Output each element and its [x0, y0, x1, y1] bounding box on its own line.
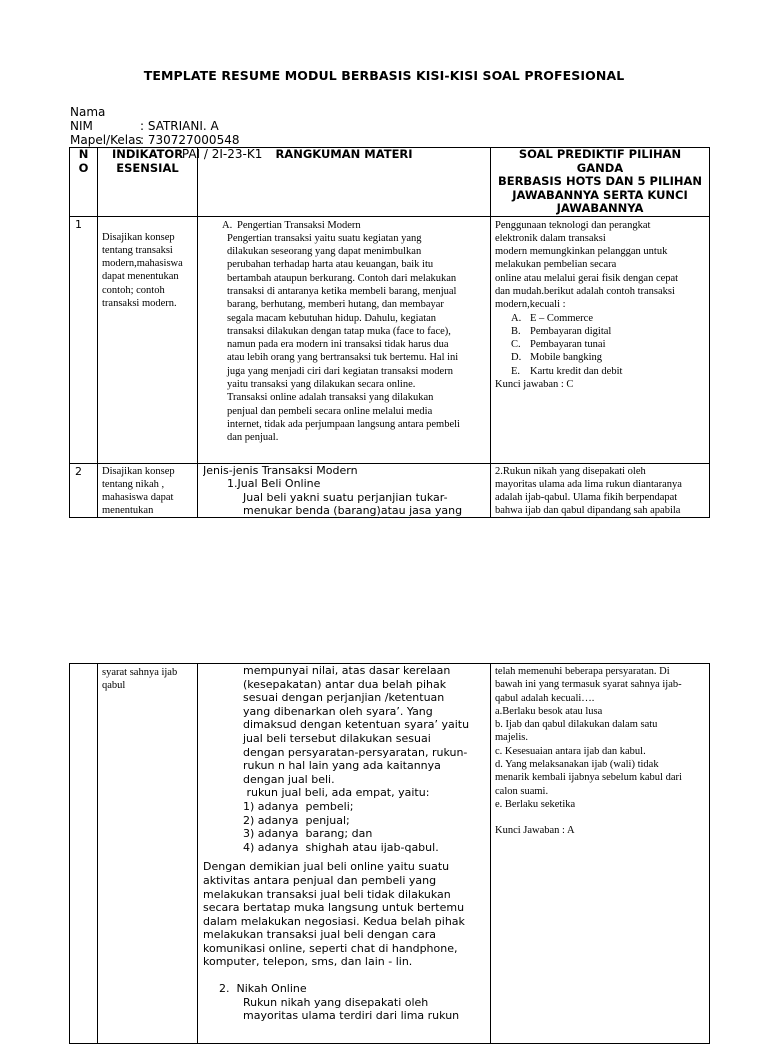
rangkuman-paragraph — [203, 854, 490, 969]
option-text: Mobile bangking — [530, 352, 603, 364]
header-text: JAWABANNYA — [556, 201, 644, 215]
text-line: rukun jual beli, ada empat, yaitu: — [243, 786, 430, 800]
text-line: mempunyai nilai, atas dasar kerelaan — [243, 664, 451, 677]
text-line: 4) adanya shighah atau ijab-qabul. — [243, 840, 439, 854]
text-line: Pengertian transaksi yaitu suatu kegiatan yang — [227, 232, 422, 244]
text-line: melakukan pembelian secara — [495, 259, 617, 271]
text-line: Jual beli yakni suatu perjanjian tukar- — [243, 490, 448, 504]
text-line: dan penjual. — [227, 432, 279, 444]
text-line: Dengan demikian jual beli online yaitu suatu — [203, 860, 450, 874]
text-line: rukun n hal lain yang ada kaitannya — [243, 759, 441, 773]
text-line: mayoritas ulama terdiri dari lima rukun — [243, 1009, 460, 1023]
text-line: Penggunaan teknologi dan perangkat — [495, 219, 651, 231]
row-number — [70, 216, 98, 463]
text-line: modern memungkinkan pelanggan untuk — [495, 246, 668, 258]
rangkuman-heading — [198, 219, 490, 232]
text-line: e. Berlaku seketika — [495, 798, 576, 810]
answer-key: Kunci jawaban : C — [495, 379, 574, 391]
option-marker: E. — [511, 365, 521, 377]
text-line: mayoritas ulama ada lima rukun diantaranya — [495, 478, 682, 490]
text-line: dengan jual beli. — [243, 772, 335, 786]
indikator-line: menentukan — [102, 505, 154, 517]
option-text: E – Commerce — [530, 312, 593, 324]
rangkuman-heading-text: Pengertian Transaksi Modern — [237, 219, 361, 231]
option-marker: B. — [511, 325, 521, 337]
text-line: dimaksud dengan ketentuan syara’ yaitu — [243, 718, 470, 732]
text-line: Transaksi online adalah transaksi yang dilakukan — [227, 392, 434, 404]
text-line: dilakukan seseorang yang dapat menimbulkan — [227, 246, 422, 258]
text-line: yang dibenarkan oleh syara’. Yang — [243, 704, 433, 718]
header-indikator — [98, 148, 198, 217]
meta-label: Mapel/Kelas — [70, 133, 142, 147]
text-line: jual beli tersebut dilakukan sesuai — [243, 731, 431, 745]
row-number — [70, 664, 98, 1044]
indikator-cell — [98, 463, 198, 517]
text-line: juga yang menjadi ciri dari kegiatan transaksi modern — [227, 365, 453, 377]
option-text: Pembayaran digital — [530, 325, 612, 337]
rangkuman-paragraph — [203, 969, 490, 1023]
text-line: Jenis-jenis Transaksi Modern — [203, 463, 358, 477]
option-marker: D. — [511, 352, 522, 364]
row-number-text: 2 — [75, 464, 82, 478]
answer-option — [495, 325, 709, 338]
indikator-line: transaksi modern. — [102, 297, 177, 309]
indikator-line: contoh; contoh — [102, 284, 165, 296]
header-text: SOAL PREDIKTIF PILIHAN — [518, 147, 682, 161]
answer-option — [495, 351, 709, 364]
text-line: komputer, telepon, sms, dan lain - lin. — [203, 955, 413, 969]
text-line: a.Berlaku besok atau lusa — [495, 705, 603, 717]
header-rangkuman — [198, 148, 491, 217]
option-marker: C. — [511, 339, 521, 351]
text-line: majelis. — [495, 732, 528, 744]
meta-label: NIM — [70, 119, 93, 133]
text-line: 2.Rukun nikah yang disepakati oleh — [495, 465, 646, 477]
table-row — [70, 664, 710, 1044]
table-row — [70, 463, 710, 517]
indikator-line: modern,mahasiswa — [102, 258, 183, 270]
rangkuman-clip — [203, 464, 490, 516]
document-title: TEMPLATE RESUME MODUL BERBASIS KISI-KISI SOAL PROFESIONAL — [143, 68, 625, 83]
header-text: N — [78, 147, 89, 161]
header-text: O — [78, 160, 89, 175]
option-marker: A. — [511, 312, 522, 324]
text-line: (kesepakatan) antar dua belah pihak — [243, 677, 447, 691]
resume-table-page2 — [69, 663, 710, 1044]
indikator-line: tentang transaksi — [102, 244, 173, 256]
soal-cell — [491, 463, 710, 517]
answer-key: Kunci Jawaban : A — [495, 825, 575, 837]
text-line: penjual dan pembeli secara online melalui media — [227, 405, 433, 417]
table-header-row — [70, 148, 710, 217]
text-line: barang, berhutang, memberi hutang, dan membayar — [227, 299, 444, 311]
text-line: yaitu transaksi yang dilakukan secara online. — [227, 379, 416, 391]
rangkuman-paragraph — [203, 664, 490, 854]
text-line: dengan persyaratan-persyaratan, rukun- — [243, 745, 468, 759]
indikator-cell — [98, 664, 198, 1044]
option-text: Pembayaran tunai — [530, 339, 606, 351]
indikator-line: dapat menentukan — [102, 271, 179, 283]
text-line: telah memenuhi beberapa persyaratan. Di — [495, 666, 670, 677]
text-line: online atau melalui gerai fisik dengan cepat — [495, 272, 679, 284]
header-text: RANGKUMAN MATERI — [275, 147, 413, 161]
text-line: perubahan terhadap harta atau keuangan, baik itu — [227, 259, 434, 271]
text-line: menarik kembali ijabnya sebelum kabul dari — [495, 772, 682, 784]
text-line: dan mudah.berikut adalah contoh transaksi — [495, 285, 675, 297]
header-text: ESENSIAL — [116, 160, 179, 175]
text-line: 2. Nikah Online — [219, 982, 307, 996]
option-text: Kartu kredit dan debit — [530, 365, 623, 377]
rangkuman-cell — [198, 463, 491, 517]
text-line: Rukun nikah yang disepakati oleh — [243, 995, 429, 1009]
text-line: namun pada era modern ini transaksi tidak harus dua — [227, 339, 449, 351]
soal-cell — [491, 664, 710, 1044]
rangkuman-body — [198, 232, 490, 445]
meta-value: : 730727000548 — [140, 133, 240, 147]
answer-option — [495, 338, 709, 351]
text-line: transaksi di antaranya ketika membeli barang, menjual — [227, 285, 457, 297]
resume-table-page1 — [69, 147, 710, 518]
answer-option — [495, 312, 709, 325]
indikator-line: syarat sahnya ijab — [102, 667, 178, 678]
indikator-line: qabul — [102, 680, 126, 692]
text-line: dalam melakukan negosiasi. Kedua belah pihak — [203, 914, 465, 928]
text-line: elektronik dalam transaksi — [495, 232, 606, 244]
row-number-text: 1 — [75, 217, 82, 231]
text-line: calon suami. — [495, 785, 549, 797]
text-line: 3) adanya barang; dan — [243, 827, 373, 841]
text-line: bahwa ijab dan qabul dipandang sah apabila — [495, 505, 681, 517]
header-soal — [491, 148, 710, 217]
list-marker: A. — [222, 219, 233, 231]
text-line: atau lebih orang yang bertransaksi tuk bertemu. Hal ini — [227, 352, 459, 364]
meta-value: : SATRIANI. A — [140, 119, 219, 133]
text-line: qabul adalah kecuali…. — [495, 692, 595, 704]
text-line: melakukan transaksi jual beli dengan cara — [203, 928, 436, 942]
row-number — [70, 463, 98, 517]
meta-label: Nama — [70, 105, 106, 119]
text-line: sesuai dengan perjanjian /ketentuan — [243, 691, 445, 705]
soal-cell — [491, 216, 710, 463]
rangkuman-cell — [198, 664, 491, 1044]
text-line: bawah ini yang termasuk syarat sahnya ijab- — [495, 679, 682, 691]
text-line: b. Ijab dan qabul dilakukan dalam satu — [495, 719, 658, 731]
header-no — [70, 148, 98, 217]
indikator-cell — [98, 216, 198, 463]
rangkuman-cell — [198, 216, 491, 463]
text-line: modern,kecuali : — [495, 299, 566, 311]
text-line: komunikasi online, seperti chat di handphone, — [203, 941, 458, 955]
indikator-line: Disajikan konsep — [102, 231, 175, 243]
text-line: bertambah ataupun berkurang. Contoh dari melakukan — [227, 272, 457, 284]
header-text: JAWABANNYA SERTA KUNCI — [512, 187, 688, 202]
text-line: melakukan transaksi jual beli tidak dilakukan — [203, 887, 451, 901]
header-text: GANDA — [576, 160, 624, 175]
text-line: d. Yang melaksanakan ijab (wali) tidak — [495, 759, 659, 771]
indikator-line: tentang nikah , — [102, 478, 165, 490]
text-line: internet, tidak ada perjumpaan langsung antara pembeli — [227, 418, 460, 430]
text-line: 1.Jual Beli Online — [227, 477, 321, 491]
text-line: segala macam kebutuhan hidup. Dahulu, kegiatan — [227, 312, 437, 324]
text-line: aktivitas antara penjual dan pembeli yang — [203, 873, 437, 887]
header-text: INDIKATOR — [111, 147, 184, 161]
meta-value: : PAI / 2I-23-K1 — [174, 147, 263, 161]
soal-clip — [495, 465, 709, 517]
text-line: transaksi dilakukan dengan tatap muka (face to face), — [227, 325, 451, 337]
text-line: 2) adanya penjual; — [243, 813, 350, 827]
text-line: adalah ijab-qabul. Ulama fikih berpendapat — [495, 492, 678, 504]
header-text: BERBASIS HOTS DAN 5 PILIHAN — [497, 174, 703, 188]
table-row — [70, 216, 710, 463]
indikator-line: mahasiswa dapat — [102, 492, 174, 504]
spacer-line — [495, 811, 709, 824]
text-line: 1) adanya pembeli; — [243, 799, 354, 813]
text-line: c. Kesesuaian antara ijab dan kabul. — [495, 745, 646, 757]
indikator-clip — [102, 465, 197, 517]
answer-option — [495, 365, 709, 378]
indikator-line: Disajikan konsep — [102, 465, 175, 477]
text-line: secara bertatap muka langsung untuk bertemu — [203, 901, 465, 915]
text-line: menukar benda (barang)atau jasa yang — [243, 504, 463, 516]
